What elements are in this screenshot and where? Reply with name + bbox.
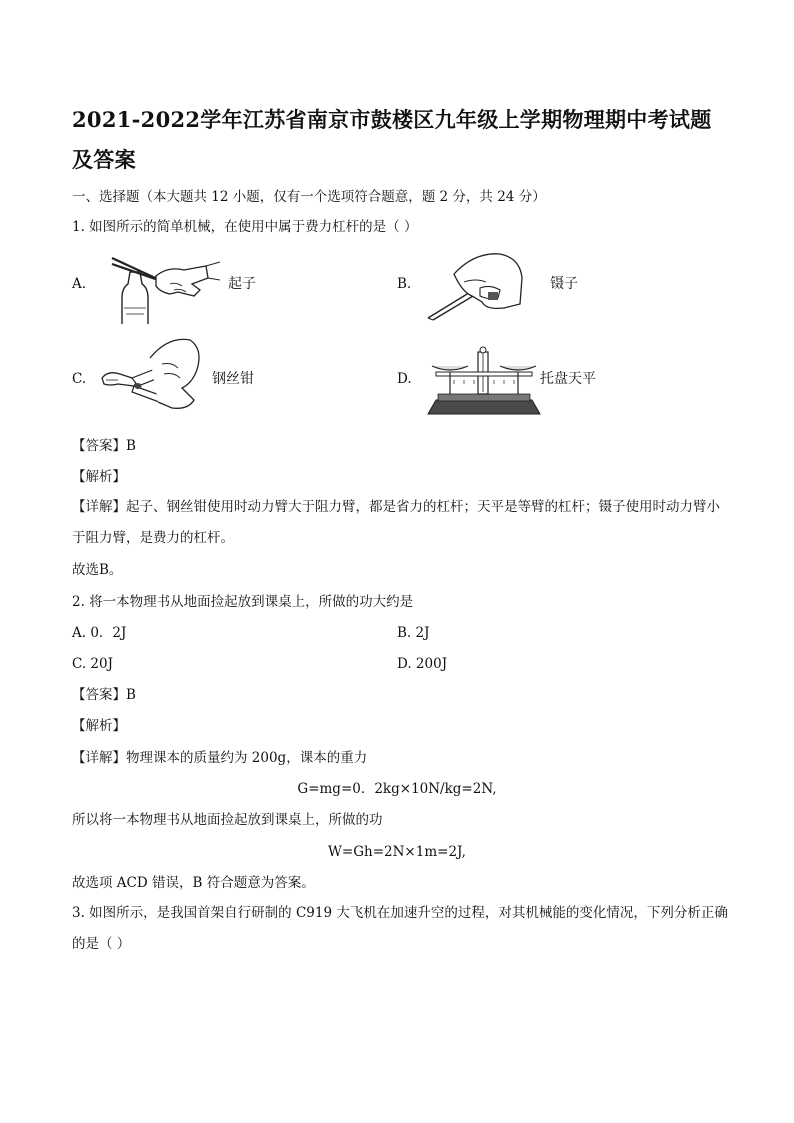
tray-balance-illustration <box>424 344 544 416</box>
section-heading: 一、选择题（本大题共 12 小题，仅有一个选项符合题意，题 2 分，共 24 分） <box>72 189 546 205</box>
q1-answer: 【答案】B <box>72 438 136 454</box>
q2-work-intro: 所以将一本物理书从地面捡起放到课桌上，所做的功 <box>72 812 383 828</box>
q3-stem: 3. 如图所示，是我国首架自行研制的 C919 大飞机在加速升空的过程，对其机械能的变化情况，下列分析正确的是（ ） <box>72 905 728 952</box>
q2-conclusion: 故选项 ACD 错误，B 符合题意为答案。 <box>72 875 315 891</box>
q1-stem: 1. 如图所示的简单机械，在使用中属于费力杠杆的是（ ） <box>72 219 418 235</box>
q1-option-d-caption: 托盘天平 <box>540 371 596 387</box>
page-title: 2021-2022学年江苏省南京市鼓楼区九年级上学期物理期中考试题及答案 <box>72 107 712 172</box>
q2-formula-work: W=Gh=2N×1m=2J, <box>328 844 466 860</box>
q1-option-a-letter: A. <box>72 276 87 292</box>
q1-option-d-letter: D. <box>397 371 412 387</box>
q2-option-b: B. 2J <box>397 625 430 641</box>
q2-option-a: A. 0．2J <box>72 625 127 641</box>
q2-option-d: D. 200J <box>397 656 448 672</box>
pliers-illustration <box>98 334 204 416</box>
q1-detail: 【详解】起子、钢丝钳使用时动力臂大于阻力臂，都是省力的杠杆；天平是等臂的杠杆；镊子使用时动力臂小于阻力臂，是费力的杠杆。 <box>72 499 720 546</box>
bottle-opener-illustration <box>108 252 220 324</box>
q2-detail: 【详解】物理课本的质量约为 200g，课本的重力 <box>72 750 368 766</box>
q1-option-c-caption: 钢丝钳 <box>212 371 254 387</box>
q1-conclusion: 故选B。 <box>72 562 123 578</box>
tweezers-illustration <box>424 248 524 324</box>
q2-option-c: C. 20J <box>72 656 114 672</box>
q1-option-b-caption: 镊子 <box>550 276 578 292</box>
q2-analysis-label: 【解析】 <box>72 718 126 734</box>
q2-answer: 【答案】B <box>72 687 136 703</box>
q1-option-c-letter: C. <box>72 371 87 387</box>
q2-stem: 2. 将一本物理书从地面捡起放到课桌上，所做的功大约是 <box>72 594 414 610</box>
q2-formula-gravity: G=mg=0．2kg×10N/kg=2N, <box>297 781 497 797</box>
q1-option-b-letter: B. <box>397 276 412 292</box>
q1-analysis-label: 【解析】 <box>72 469 126 485</box>
q1-option-a-caption: 起子 <box>228 276 256 292</box>
